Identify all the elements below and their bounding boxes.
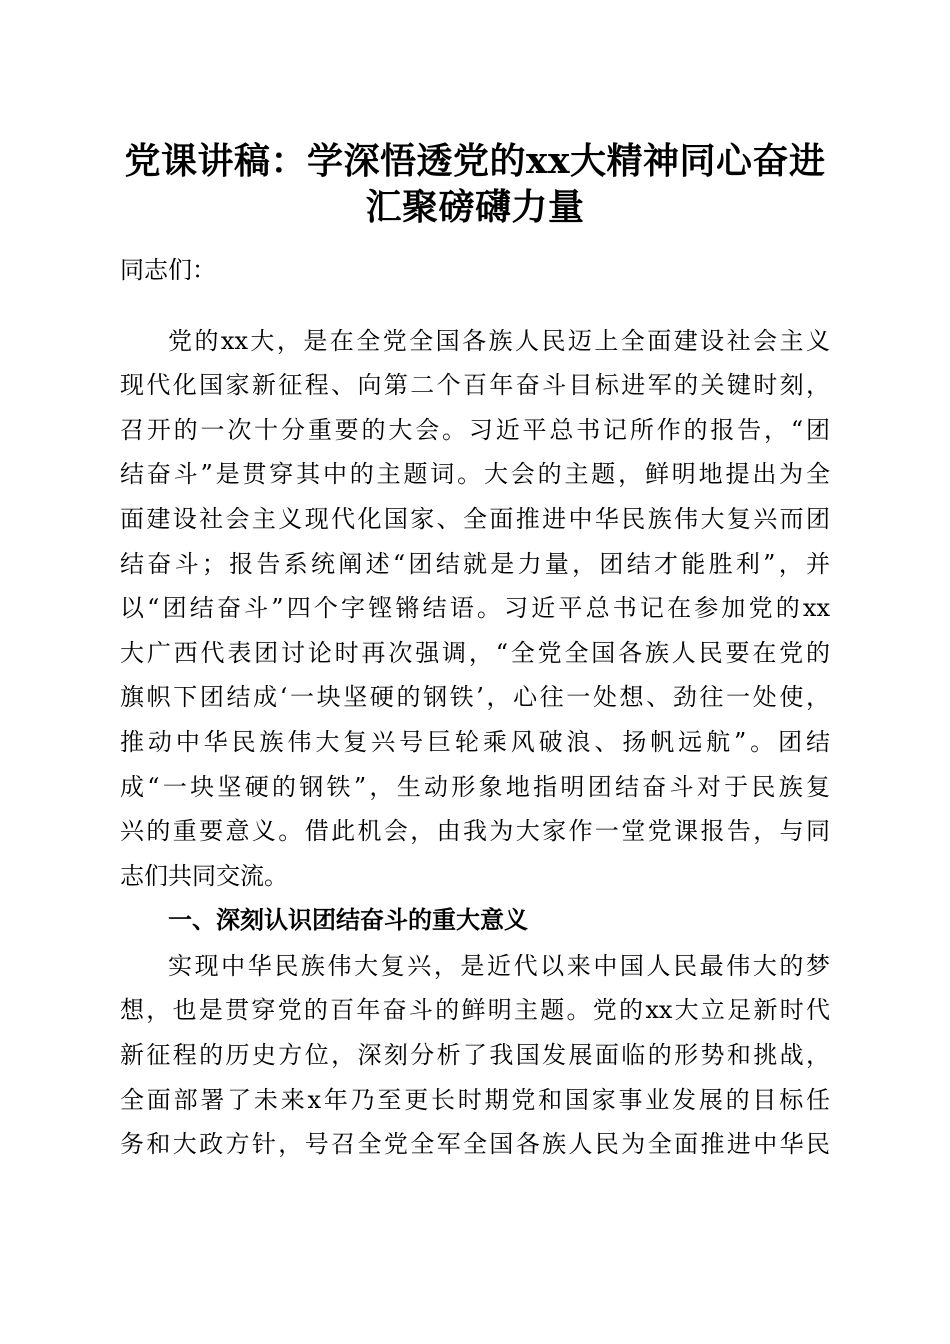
paragraph-1-line: 结奋斗；报告系统阐述“团结就是力量，团结才能胜利”，并 [120, 550, 830, 578]
paragraph-1-line: 推动中华民族伟大复兴号巨轮乘风破浪、扬帆远航”。团结 [120, 728, 830, 756]
section-heading-1: 一、深刻认识团结奋斗的重大意义 [168, 906, 528, 934]
paragraph-1-line: 志们共同交流。 [120, 862, 288, 890]
paragraph-2-line: 新征程的历史方位，深刻分析了我国发展面临的形势和挑战， [120, 1041, 830, 1069]
salutation: 同志们： [120, 256, 216, 284]
paragraph-1-line: 召开的一次十分重要的大会。习近平总书记所作的报告，“团 [120, 416, 830, 444]
paragraph-2-line: 想，也是贯穿党的百年奋斗的鲜明主题。党的xx大立足新时代 [120, 996, 830, 1024]
paragraph-1-line: 面建设社会主义现代化国家、全面推进中华民族伟大复兴而团 [120, 505, 830, 533]
title-line-2: 汇聚磅礴力量 [365, 186, 585, 228]
paragraph-1-line: 结奋斗”是贯穿其中的主题词。大会的主题，鲜明地提出为全 [120, 460, 830, 488]
paragraph-1-line: 现代化国家新征程、向第二个百年奋斗目标进军的关键时刻， [120, 371, 830, 399]
paragraph-2-line: 全面部署了未来x年乃至更长时期党和国家事业发展的目标任 [120, 1086, 830, 1114]
paragraph-1-line: 旗帜下团结成‘一块坚硬的钢铁’，心往一处想、劲往一处使， [120, 683, 830, 711]
title-line-1: 党课讲稿：学深悟透党的xx大精神同心奋进 [124, 140, 826, 182]
paragraph-1-line: 兴的重要意义。借此机会，由我为大家作一堂党课报告，与同 [120, 817, 830, 845]
paragraph-1-line: 党的xx大，是在全党全国各族人民迈上全面建设社会主义 [168, 327, 830, 355]
paragraph-1-line: 以“团结奋斗”四个字铿锵结语。习近平总书记在参加党的xx [120, 594, 830, 622]
paragraph-2-line: 实现中华民族伟大复兴，是近代以来中国人民最伟大的梦 [168, 952, 830, 980]
paragraph-1-line: 成“一块坚硬的钢铁”，生动形象地指明团结奋斗对于民族复 [120, 773, 830, 801]
paragraph-1-line: 大广西代表团讨论时再次强调，“全党全国各族人民要在党的 [120, 639, 830, 667]
paragraph-2-line: 务和大政方针，号召全党全军全国各族人民为全面推进中华民 [120, 1130, 830, 1158]
